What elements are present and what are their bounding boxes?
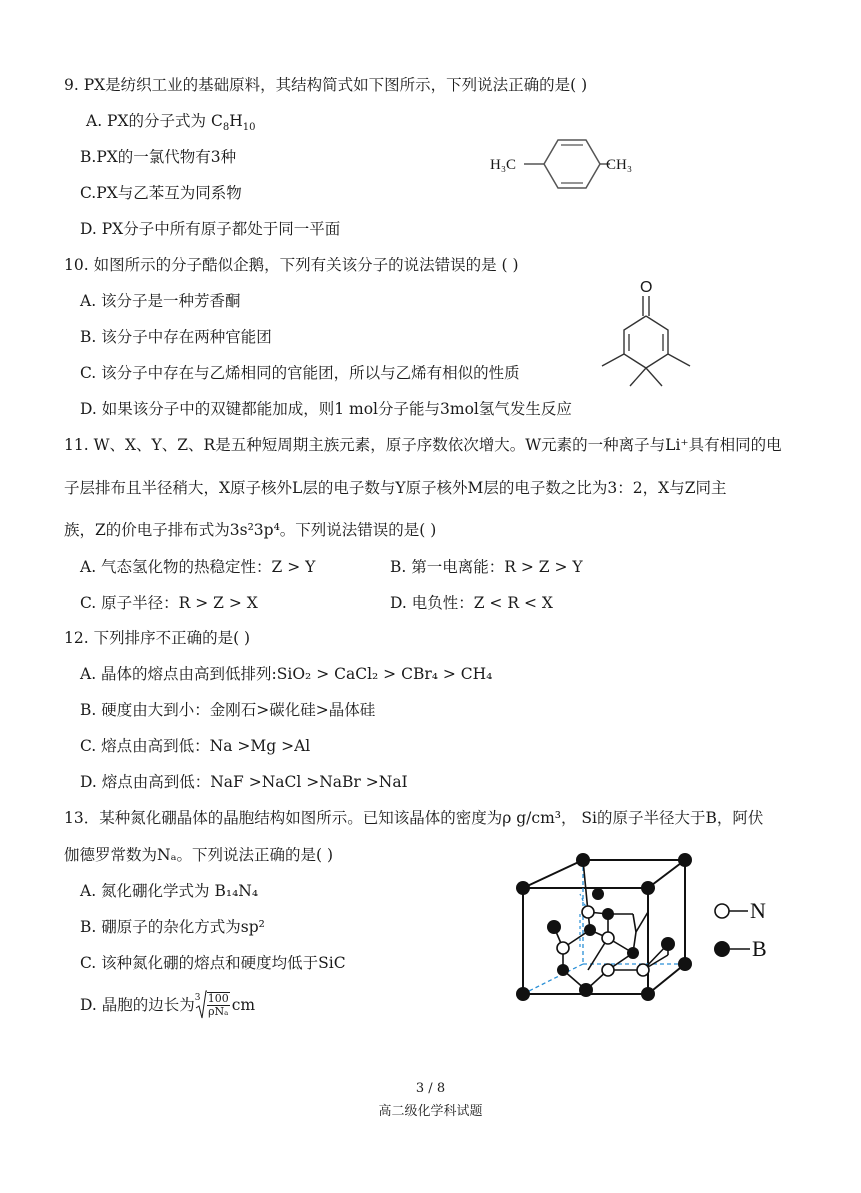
- q13-option-a: A. 氮化硼化学式为 B₁₄N₄: [80, 882, 259, 900]
- q13-option-d: [80, 990, 255, 1024]
- legend-n-marker: [715, 904, 729, 918]
- cube-root-expression: [195, 990, 230, 1020]
- q10-option-b: B. 该分子中存在两种官能团: [80, 328, 272, 346]
- px-left-methyl: H₃C: [490, 157, 517, 173]
- q11-option-a: A. 气态氢化物的热稳定性：Z > Y: [80, 558, 316, 576]
- root-index: 3: [194, 993, 201, 1003]
- legend-b-marker: [714, 941, 730, 957]
- px-right-methyl: CH₃: [606, 157, 633, 173]
- q10-option-c: C. 该分子中存在与乙烯相同的官能团，所以与乙烯有相似的性质: [80, 364, 520, 382]
- boron-nitride-unit-cell-figure: [508, 852, 798, 1020]
- length-unit: cm: [231, 996, 256, 1014]
- page-number: 3 / 8: [415, 1081, 446, 1096]
- q9-stem: 9. PX是纺织工业的基础原料，其结构简式如下图所示，下列说法正确的是( ): [64, 76, 588, 94]
- legend-b-label: B: [752, 936, 767, 961]
- px-structure-figure: [488, 130, 648, 194]
- q10-option-a: A. 该分子是一种芳香酮: [80, 292, 241, 310]
- q13-stem-line1: 13．某种氮化硼晶体的晶胞结构如图所示。已知该晶体的密度为ρ g/cm³， Si的原子半径大于B，阿伏: [64, 809, 764, 827]
- q13-stem-line2: 伽德罗常数为Nₐ。下列说法正确的是( ): [64, 846, 334, 864]
- q11-option-c: C. 原子半径：R > Z > X: [80, 594, 258, 612]
- q10-stem: 10. 如图所示的分子酷似企鹅，下列有关该分子的说法错误的是 ( ): [64, 256, 519, 274]
- q11-stem-line3: 族，Z的价电子排布式为3s²3p⁴。下列说法错误的是( ): [64, 521, 437, 539]
- q11-option-b: B. 第一电离能：R > Z > Y: [390, 558, 583, 576]
- penguinone-structure-figure: [596, 274, 696, 392]
- q9-option-d: D. PX分子中所有原子都处于同一平面: [80, 220, 341, 238]
- q12-option-a: A. 晶体的熔点由高到低排列:SiO₂ > CaCl₂ > CBr₄ > CH₄: [80, 665, 493, 683]
- q11-option-d: D. 电负性：Z < R < X: [390, 594, 553, 612]
- q9-option-b: B.PX的一氯代物有3种: [80, 148, 237, 166]
- q9-option-a: A. PX的分子式为 $C_8H_{10}$: [86, 112, 256, 134]
- q10-option-d: D. 如果该分子中的双键都能加成，则1 mol分子能与3mol氢气发生反应: [80, 400, 572, 418]
- q12-option-c: C. 熔点由高到低：Na >Mg >Al: [80, 737, 311, 755]
- q12-option-b: B. 硬度由大到小：金刚石>碳化硅>晶体硅: [80, 701, 376, 719]
- q11-stem-line1: 11. W、X、Y、Z、R是五种短周期主族元素，原子序数依次增大。W元素的一种离子与Li⁺具有相同的电: [64, 436, 782, 454]
- fraction-denominator: ρNₐ: [208, 1005, 229, 1018]
- q12-option-d: D. 熔点由高到低：NaF >NaCl >NaBr >NaI: [80, 773, 408, 791]
- carbonyl-oxygen: O: [640, 279, 653, 296]
- q13-option-d-label: D. 晶胞的边长为: [80, 996, 195, 1014]
- q13-option-b: B. 硼原子的杂化方式为sp²: [80, 918, 265, 936]
- legend-n-label: N: [750, 898, 766, 923]
- q11-stem-line2: 子层排布且半径稍大，X原子核外L层的电子数与Y原子核外M层的电子数之比为3：2，X与Z同主: [64, 479, 727, 497]
- q9-option-c: C.PX与乙苯互为同系物: [80, 184, 242, 202]
- page-footer-title: 高二级化学科试题: [378, 1104, 483, 1119]
- fraction-numerator: 100: [207, 992, 229, 1005]
- q12-stem: 12. 下列排序不正确的是( ): [64, 629, 251, 647]
- q13-option-c: C. 该种氮化硼的熔点和硬度均低于SiC: [80, 954, 346, 972]
